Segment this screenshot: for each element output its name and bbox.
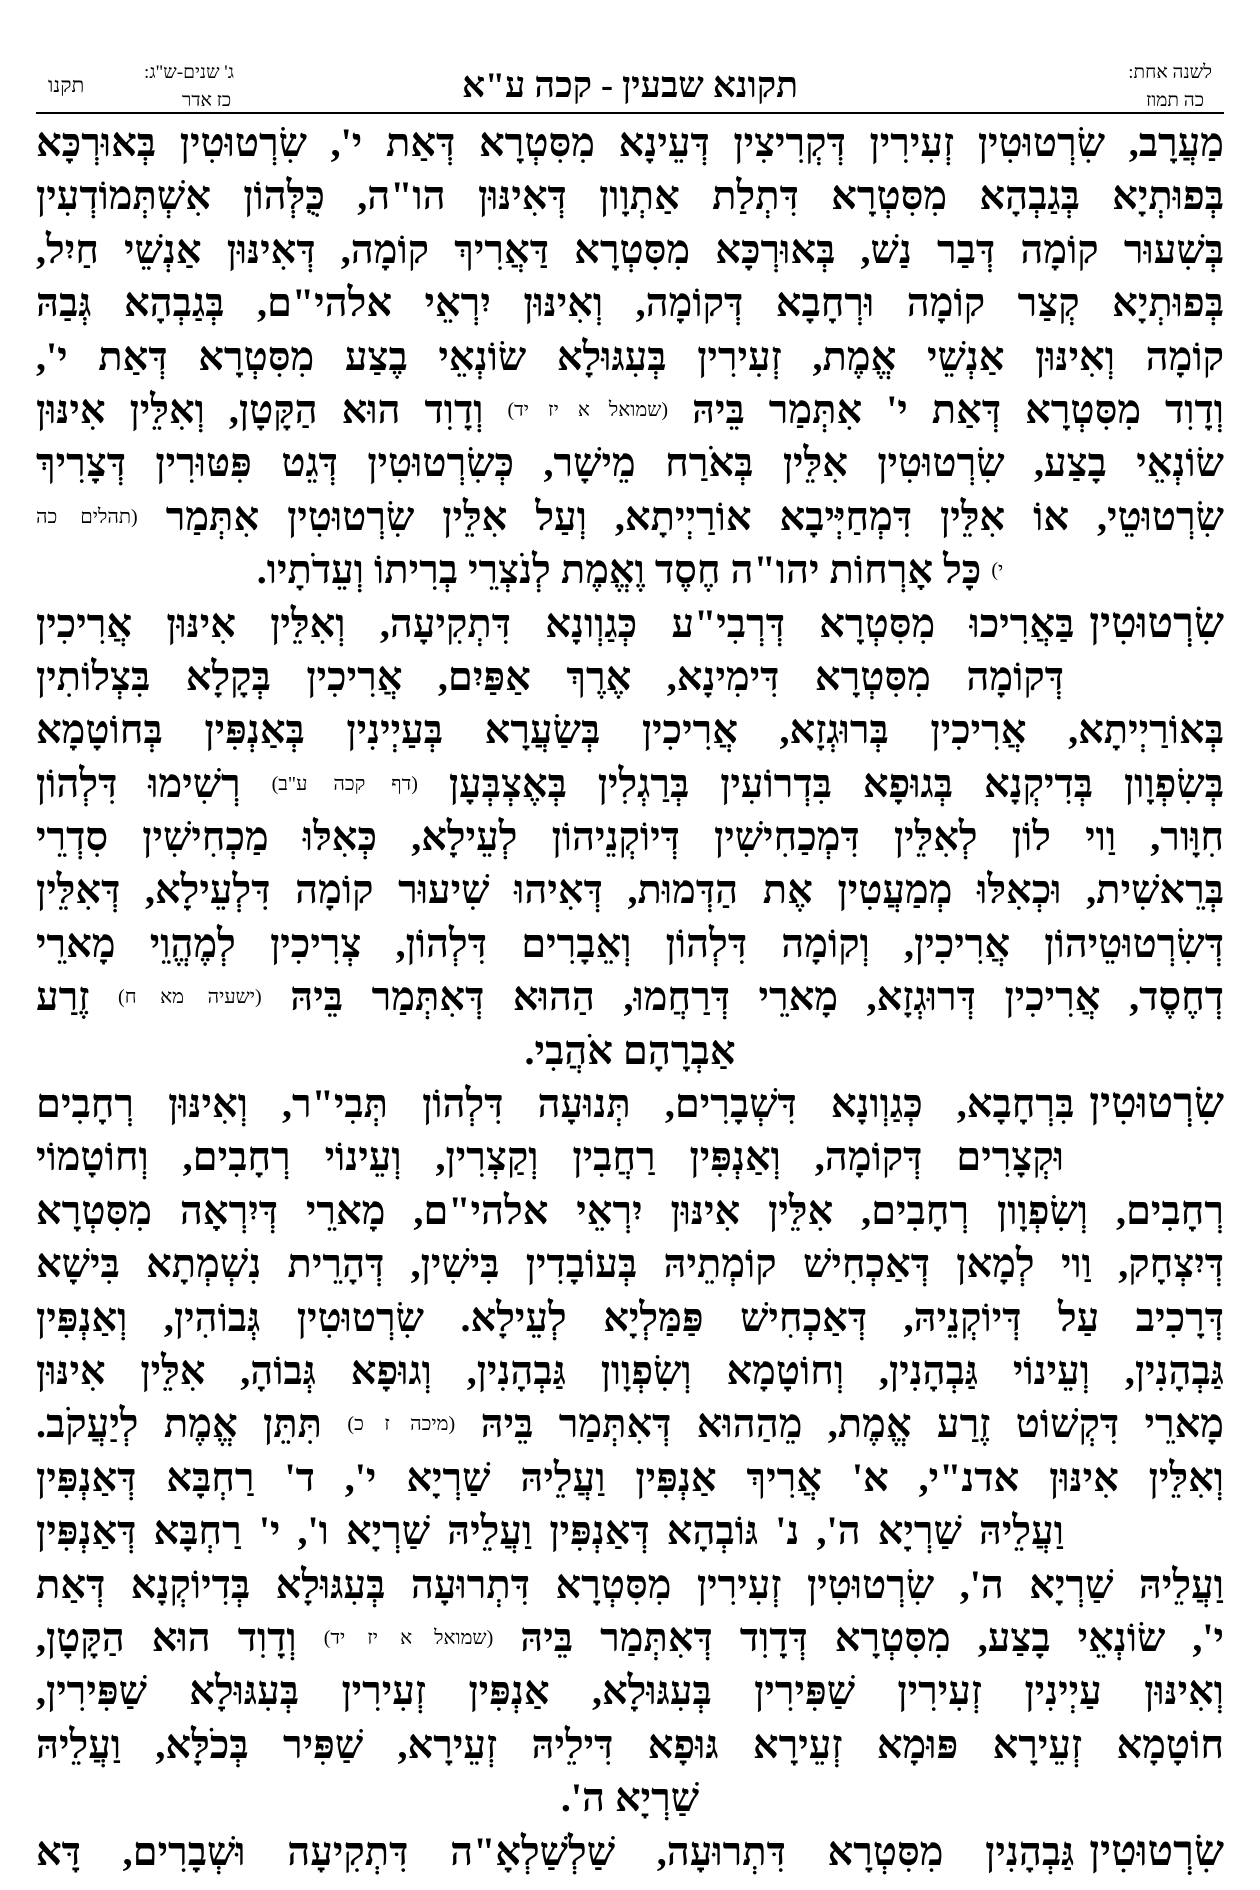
citation-reference: (דף קכה ע"ב) bbox=[271, 772, 418, 795]
line-content bbox=[36, 120, 1224, 165]
text-segment: וְדָוִד מִסִּטְרָא דְּאַת י' אִתְּמַר בֵּיהּ bbox=[692, 386, 1224, 432]
line-content bbox=[36, 387, 1224, 432]
text-line bbox=[36, 1664, 1224, 1717]
text-segment: אַבְרָהָם אֹהֲבִי. bbox=[524, 1027, 736, 1073]
citation-reference: (שמואל א יז יד) bbox=[323, 1626, 494, 1649]
line-content bbox=[257, 547, 1004, 592]
text-segment: רְשִׁימוּ דִּלְהוֹן bbox=[35, 760, 241, 806]
text-line bbox=[36, 383, 1224, 436]
text-segment: דְּיִצְחָק, וַוי לְמָאן דְּאַכְחִישׁ קוֹמְתֵיהּ בְּעוֹבָדִין בִּישִׁין, דְּהָרֵית נִשְׁמְתָא בִּישָׁא bbox=[36, 1241, 1224, 1287]
line-content bbox=[36, 1829, 1224, 1874]
header-three-years-date: כז אדר bbox=[182, 90, 232, 111]
line-content bbox=[36, 1562, 1224, 1607]
page-number: תקנו bbox=[48, 73, 85, 97]
text-line bbox=[36, 970, 1224, 1023]
line-content bbox=[36, 1615, 1224, 1660]
line-content bbox=[36, 440, 1224, 485]
text-segment: וּקְצָרִים דְּקוֹמָה, וְאַנְפִּין רַחֲבִין וְקַצְרִין, וְעֵינוֹי רְחָבִים, וְחוֹטָמוֹי bbox=[36, 1134, 1064, 1180]
text-segment: וְאִינּוּן עַיְינִין זְעִירִין שַׁפִּירִין בְּעִגּוּלָא, אַנְפִּין זְעִירִין בְּעִגּוּלָא שַׁפִּירִין, bbox=[36, 1668, 1224, 1714]
line-content bbox=[36, 1401, 1224, 1446]
text-line bbox=[36, 1451, 1224, 1504]
text-line bbox=[36, 863, 1224, 916]
text-line bbox=[36, 1504, 1224, 1557]
line-content bbox=[561, 1775, 699, 1820]
main-text bbox=[36, 116, 1224, 1881]
line-content bbox=[36, 1668, 1224, 1713]
citation-reference: (שמואל א יז יד) bbox=[507, 398, 668, 421]
text-segment: בְּפוּתְיָא בְּגַבְהָא מִסִּטְרָא דִּתְלַת אַתְוָון דְּאִינּוּן הו"ה, כֻּלְּהוֹן אִשְׁתְּמוֹדְעִין bbox=[36, 173, 1224, 219]
text-line bbox=[36, 1077, 1224, 1130]
text-segment: שִׂרְטוּטֵי, אוֹ אִלֵּין דִּמְחַיְּיבָא אוֹרַיְיתָא, וְעַל אִלֵּין שִׂרְטוּטִין אִתְּמַר bbox=[165, 493, 1224, 539]
text-line bbox=[36, 1611, 1224, 1664]
text-segment: בְּשִׂפְוָון בְּדִיקְנָא בְּגוּפָא בִּדְרוֹעִין בְּרַגְלִין בְּאֶצְבְּעָן bbox=[448, 760, 1224, 806]
text-segment: שׂוֹנְאֵי בָצַע, שִׂרְטוּטִין אִלֵּין בְּאֹרַח מֵישָׁר, כְּשִׂרְטוּטִין דְּגֵט פִּטּוּרִין דְּצָרִיךְ bbox=[36, 440, 1224, 486]
text-line bbox=[36, 597, 1224, 650]
citation-reference: (מיכה ז כ) bbox=[347, 1413, 456, 1436]
text-segment: חוֹטָמָא זְעֵירָא פּוּמָא זְעֵירָא גּוּפָא דִּילֵיהּ זְעֵירָא, שַׁפִּיר בְּכֹלָּא, וַעֲלֵיהּ bbox=[36, 1721, 1224, 1767]
text-line bbox=[36, 116, 1224, 169]
text-segment: בְּרֵאשִׁית, וּכְאִלּוּ מְמַעֲטִין אֶת הַדְּמוּת, דְּאִיהוּ שִׁיעוּר קוֹמָה דִּלְעֵילָא, דְּאִלֵּין bbox=[36, 867, 1224, 913]
text-line bbox=[36, 276, 1224, 329]
citation-reference: (תהלים כה bbox=[36, 505, 138, 528]
text-line bbox=[36, 1024, 1224, 1077]
text-line bbox=[36, 1291, 1224, 1344]
text-line bbox=[36, 1771, 1224, 1824]
text-segment: חִוָּור, וַוי לוֹן לְאִלֵּין דִּמְכַחִישִׁין דְּיוֹקְנֵיהוֹן לְעֵילָא, כְּאִלּוּ מַכְחִישִׁין סִדְרֵי bbox=[36, 814, 1224, 860]
paragraph-opening-word: שִׂרְטוּטִין bbox=[1089, 1827, 1224, 1875]
text-line bbox=[36, 703, 1224, 756]
text-line bbox=[36, 1184, 1224, 1237]
text-line bbox=[36, 490, 1224, 543]
line-content bbox=[36, 227, 1224, 272]
text-segment: כָּל אָרְחוֹת יהו"ה חֶסֶד וֶאֱמֶת לְנֹצְרֵי בְרִיתוֹ וְעֵדֹתָיו. bbox=[256, 547, 982, 593]
line-content bbox=[36, 814, 1224, 859]
text-line bbox=[36, 169, 1224, 222]
line-content bbox=[36, 1722, 1224, 1767]
line-content bbox=[36, 1508, 1064, 1553]
text-segment: זֶרַע bbox=[36, 974, 90, 1020]
text-segment: י', שׂוֹנְאֵי בָצַע, מִסִּטְרָא דְּדָוִד דְּאִתְּמַר בֵּיהּ bbox=[520, 1614, 1224, 1660]
text-segment: מַעֲרָב, שִׂרְטוּטִין זְעִירִין דְּקְרִיצִין דְּעֵינָא מִסִּטְרָא דְּאַת י', שִׂרְטוּטִין בְּאוּרְכָּא bbox=[36, 120, 1224, 165]
text-line bbox=[36, 1130, 1224, 1183]
citation-reference: י) bbox=[991, 559, 1004, 582]
text-segment: קוֹמָה וְאִינּוּן אַנְשֵׁי אֱמֶת, זְעִירִין בְּעִגּוּלָא שׂוֹנְאֵי בֶצַע מִסִּטְרָא דְּאַת י', bbox=[36, 333, 1224, 379]
text-segment: תִּתֵּן אֱמֶת לְיַעֲקֹב. bbox=[36, 1401, 323, 1447]
text-segment: גַּבְהָנִין, וְעֵינוֹי גַּבְהָנִין, וְחוֹטָמָא וְשִׂפְוָון גַּבְהָנִין, וְגוּפָא גְּבוֹהָ, אִלֵּין אִינּוּן bbox=[36, 1347, 1224, 1393]
line-content bbox=[36, 921, 1224, 966]
text-line bbox=[36, 436, 1224, 489]
line-content bbox=[36, 494, 1224, 539]
text-line bbox=[36, 810, 1224, 863]
paragraph-opening-word: שִׂרְטוּטִין bbox=[1089, 599, 1224, 647]
text-line bbox=[36, 223, 1224, 276]
text-segment: וְאִלֵּין אִינּוּן אדנ"י, א' אֲרִיךְ אַנְפִּין וַעֲלֵיהּ שַׁרְיָא י', ד' רַחְבָּא דְּאַנְפִּין bbox=[36, 1454, 1224, 1500]
line-content bbox=[36, 1134, 1064, 1179]
text-line bbox=[36, 330, 1224, 383]
line-content bbox=[36, 1188, 1224, 1233]
page-title: תקונא שבעין - קכה ע"א bbox=[461, 65, 799, 105]
text-segment: בְּשִׁעוּר קוֹמָה דְּבַר נַשׁ, בְּאוּרְכָּא מִסִּטְרָא דַּאֲרִיךְ קוֹמָה, דְּאִינּוּן אַנְשֵׁי חַיִל, bbox=[36, 226, 1224, 272]
text-line bbox=[36, 650, 1224, 703]
text-segment: וַעֲלֵיהּ שַׁרְיָא ה', נ' גּוֹבְהָא דְּאַנְפִּין וַעֲלֵיהּ שַׁרְיָא ו', י' רַחְבָּא דְּאַנְפִּין bbox=[36, 1508, 1064, 1554]
text-line bbox=[36, 1237, 1224, 1290]
text-segment: רְחָבִים, וְשִׂפְוָון רְחָבִים, אִלֵּין אִינּוּן יִרְאֵי אלהי"ם, מָארֵי דְּיִרְאָה מִסִּטְרָא bbox=[36, 1187, 1224, 1233]
text-segment: דְּקוֹמָה מִסִּטְרָא דִּימִינָא, אֶרֶךְ אַפַּיִם, אֲרִיכִין בְּקָלָא בִּצְלוֹתִין bbox=[36, 653, 1064, 699]
text-segment: מָארֵי דִּקְשׁוֹט זֶרַע אֱמֶת, מֵהַהוּא דְּאִתְּמַר בֵּיהּ bbox=[480, 1401, 1224, 1447]
text-line bbox=[36, 757, 1224, 810]
text-line bbox=[36, 543, 1224, 596]
text-segment: גַּבְהָנִין מִסִּטְרָא דִּתְרוּעָה, שַׁלְשַׁלְאָ"ה דִּתְקִיעָה וּשְׁבָרִים, דָּא bbox=[36, 1828, 1075, 1874]
text-line bbox=[36, 1718, 1224, 1771]
line-content bbox=[36, 761, 1224, 806]
text-line bbox=[36, 1397, 1224, 1450]
line-content bbox=[36, 1241, 1224, 1286]
text-line bbox=[36, 1558, 1224, 1611]
line-content bbox=[36, 1295, 1224, 1340]
line-content bbox=[36, 601, 1224, 646]
text-segment: בְּפוּתְיָא קְצַר קוֹמָה וּרְחָבָא דְּקוֹמָה, וְאִינּוּן יִרְאֵי אלהי"ם, בְּגַבְהָא גְּבַהּ bbox=[36, 280, 1224, 326]
line-content bbox=[36, 974, 1224, 1019]
line-content bbox=[36, 1348, 1224, 1393]
line-content bbox=[36, 867, 1224, 912]
line-content bbox=[36, 707, 1224, 752]
line-content bbox=[36, 280, 1224, 325]
line-content bbox=[36, 654, 1064, 699]
text-segment: שַׁרְיָא ה'. bbox=[560, 1775, 700, 1821]
text-segment: דְחֶסֶד, אֲרִיכִין דְּרוּגְזָא, מָארֵי דְּרַחֲמוּ, הַהוּא דְּאִתְּמַר בֵּיהּ bbox=[290, 974, 1224, 1020]
line-content bbox=[36, 334, 1224, 379]
header-year-one-label: לשנה אחת: bbox=[1128, 62, 1212, 83]
header-three-years-label: ג' שנים-ש"ג: bbox=[144, 62, 234, 83]
text-segment: בַּאֲרִיכוּ מִסִּטְרָא דְּרְבִי"ע כְּגַוְונָא דִּתְקִיעָה, וְאִלֵּין אִינּוּן אֲרִיכִין bbox=[36, 600, 1075, 646]
header-year-one-date: כה תמוז bbox=[1146, 90, 1204, 111]
text-line bbox=[36, 1344, 1224, 1397]
text-line bbox=[36, 1825, 1224, 1878]
line-content bbox=[36, 1081, 1224, 1126]
line-content bbox=[36, 173, 1224, 218]
text-segment: דְּשִׂרְטוּטֵיהוֹן אֲרִיכִין, וְקוֹמָה דִּלְהוֹן וְאֵבָרִים דִּלְהוֹן, צְרִיכִין לְמֶהֱוֵי מָארֵי bbox=[36, 920, 1224, 966]
citation-reference: (ישעיה מא ח) bbox=[118, 986, 262, 1009]
paragraph-opening-word: שִׂרְטוּטִין bbox=[1089, 1080, 1224, 1128]
text-segment: וְדָוִד הוּא הַקָּטָן, וְאִלֵּין אִינּוּן bbox=[35, 386, 484, 432]
text-line bbox=[36, 917, 1224, 970]
text-segment: בְּאוֹרַיְיתָא, אֲרִיכִין בְּרוּגְזָא, אֲרִיכִין בְּשַׂעֲרָא בְּעַיְינִין בְּאַנְפִּין בְּחוֹטָמָא bbox=[36, 707, 1224, 753]
text-segment: וַעֲלֵיהּ שַׁרְיָא ה', שִׂרְטוּטִין זְעִירִין מִסִּטְרָא דִּתְרוּעָה בְּעִגּוּלָא בְּדִיוֹקְנָא דְּאַת bbox=[36, 1561, 1224, 1607]
line-content bbox=[36, 1455, 1224, 1500]
line-content bbox=[524, 1028, 735, 1073]
text-segment: וְדָוִד הוּא הַקָּטָן, bbox=[35, 1614, 297, 1660]
text-segment: דְּרָכִיב עַל דְּיוֹקְנֵיהּ, דְּאַכְחִישׁ פַּמַּלְיָא לְעֵילָא. שִׂרְטוּטִין גְּבוֹהִין, וְאַנְפִּין bbox=[36, 1294, 1224, 1340]
running-header bbox=[36, 56, 1224, 114]
text-segment: בִּרְחָבָא, כְּגַוְונָא דִּשְׁבָרִים, תְּנוּעָה דִּלְהוֹן תְּבִי"ר, וְאִינּוּן רְחָבִים bbox=[36, 1081, 1075, 1127]
